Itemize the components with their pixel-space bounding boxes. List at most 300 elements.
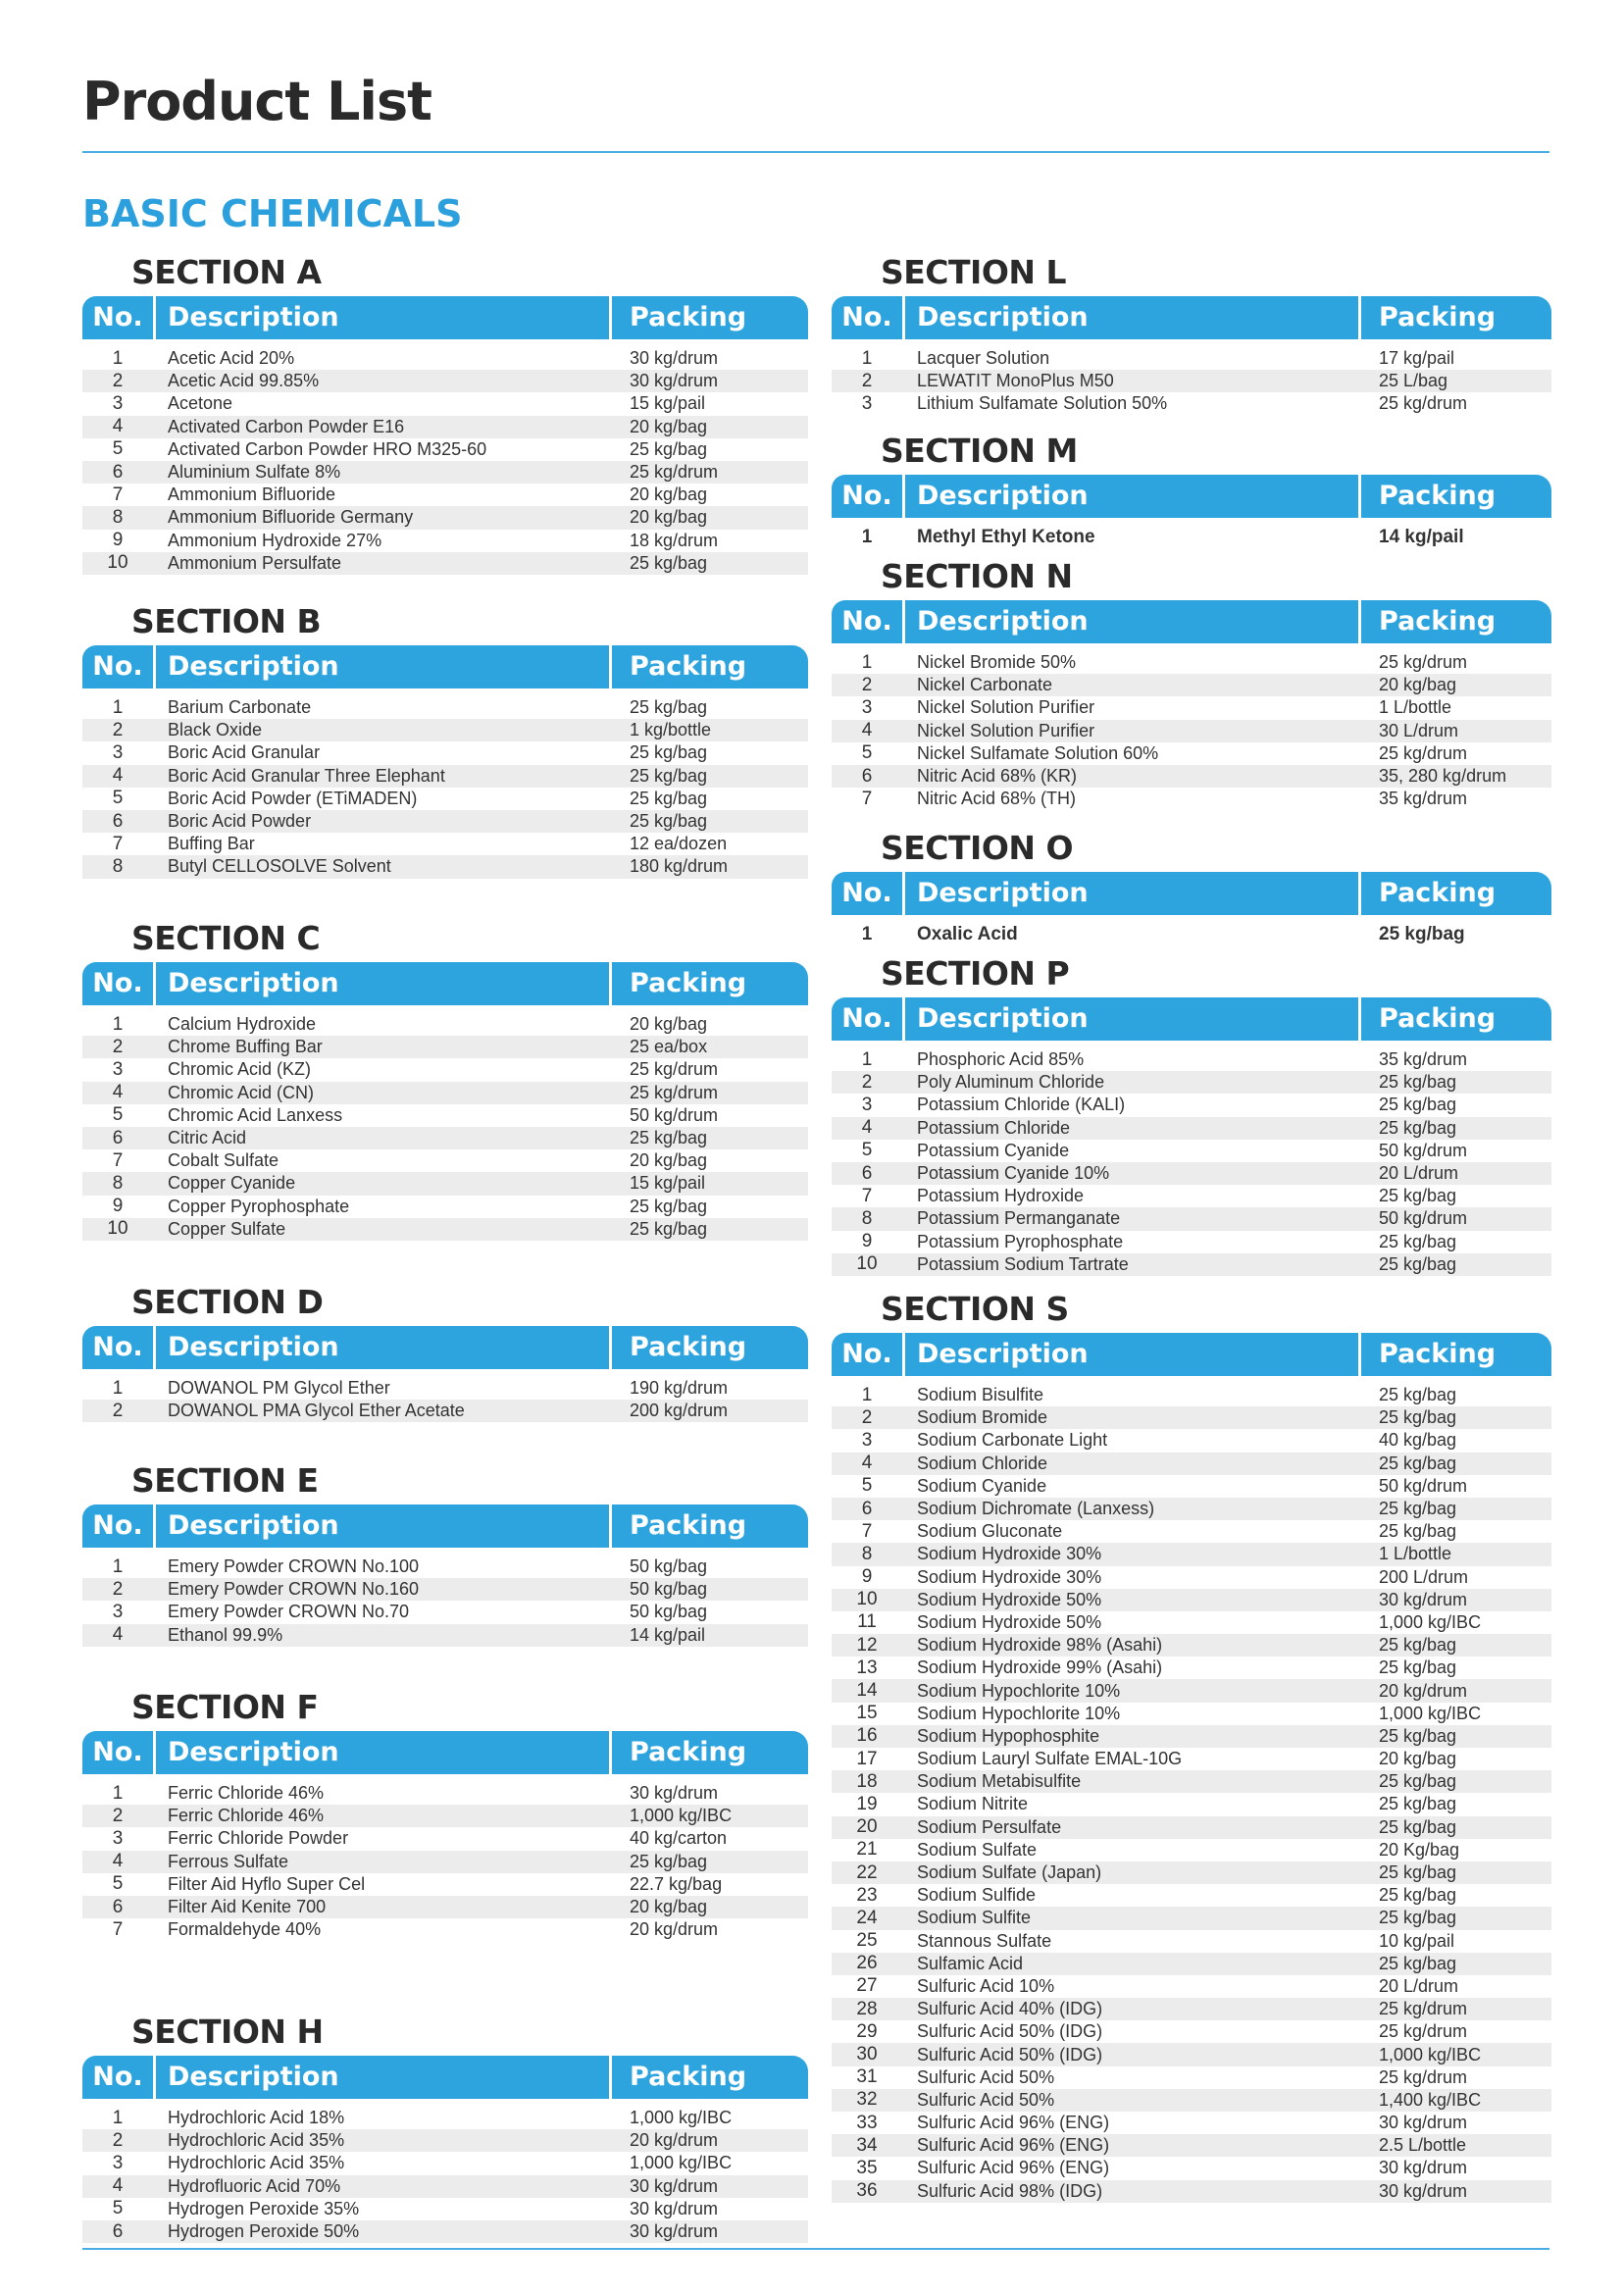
product-packing: 40 kg/carton: [630, 1828, 728, 1849]
product-packing: 30 kg/drum: [1379, 2180, 1468, 2201]
row-number: 17: [856, 1748, 878, 1769]
row-number: 3: [112, 392, 124, 414]
table-row: [82, 506, 808, 529]
table-row: [82, 810, 808, 833]
product-description: Hydrochloric Acid 35%: [168, 2153, 345, 2173]
row-number: 18: [856, 1770, 878, 1792]
table-row: [832, 923, 1551, 945]
product-description: Aluminium Sulfate 8%: [168, 462, 341, 483]
product-packing: 25 kg/bag: [1379, 1794, 1457, 1814]
table-row: [82, 1601, 808, 1623]
table-row: [82, 1149, 808, 1172]
header-packing: Packing: [612, 1731, 808, 1774]
header-no: No.: [832, 475, 902, 518]
product-description: Sodium Sulfide: [917, 1885, 1037, 1906]
product-description: Sulfuric Acid 40% (IDG): [917, 1999, 1103, 2019]
product-packing: 22.7 kg/bag: [630, 1873, 723, 1894]
header-description: Description: [905, 872, 1358, 915]
table-row: [82, 1172, 808, 1195]
product-packing: 1 L/bottle: [1379, 1544, 1452, 1564]
row-number: 5: [112, 1104, 124, 1126]
product-description: Lithium Sulfamate Solution 50%: [917, 393, 1168, 414]
product-description: Sodium Sulfite: [917, 1908, 1032, 1928]
table-row: [832, 1453, 1551, 1475]
product-packing: 50 kg/drum: [1379, 1208, 1468, 1229]
header-no: No.: [82, 1326, 153, 1369]
product-packing: 25 kg/drum: [1379, 742, 1468, 763]
table-row: [832, 1406, 1551, 1429]
section-o: [832, 827, 1551, 945]
product-description: Sulfuric Acid 50%: [917, 2066, 1055, 2087]
header-description: Description: [156, 1731, 609, 1774]
row-number: 4: [112, 1624, 124, 1646]
row-number: 2: [112, 1036, 124, 1057]
section-p: [832, 952, 1551, 1276]
product-packing: 25 kg/bag: [1379, 1407, 1457, 1428]
header-no: No.: [832, 600, 902, 643]
product-description: Nickel Carbonate: [917, 675, 1053, 695]
table-row: [82, 788, 808, 810]
product-description: Black Oxide: [168, 720, 263, 740]
product-packing: 25 kg/bag: [630, 552, 708, 573]
header-no: No.: [82, 2056, 153, 2099]
product-description: Sodium Hydroxide 50%: [917, 1611, 1102, 1632]
row-number: 1: [861, 347, 873, 369]
table-body: [832, 1384, 1551, 2203]
row-number: 9: [112, 1196, 124, 1217]
table-row: [82, 392, 808, 415]
product-description: Copper Pyrophosphate: [168, 1196, 350, 1216]
product-description: Activated Carbon Powder HRO M325-60: [168, 438, 487, 459]
product-packing: 50 kg/bag: [630, 1579, 708, 1600]
header-no: No.: [832, 997, 902, 1041]
row-number: 7: [112, 833, 124, 854]
table-row: [832, 1657, 1551, 1679]
row-number: 13: [856, 1657, 878, 1678]
table-row: [82, 1127, 808, 1149]
product-description: Ammonium Hydroxide 27%: [168, 530, 382, 550]
product-description: Activated Carbon Powder E16: [168, 416, 405, 436]
product-packing: 25 ea/box: [630, 1037, 708, 1057]
product-packing: 1,000 kg/IBC: [630, 1806, 733, 1826]
table-row: [82, 696, 808, 719]
product-description: Sodium Metabisulfite: [917, 1771, 1082, 1792]
header-description: Description: [905, 600, 1358, 643]
row-number: 8: [112, 1172, 124, 1194]
product-packing: 20 kg/bag: [630, 484, 708, 505]
product-description: Filter Aid Kenite 700: [168, 1897, 327, 1917]
product-description: Sodium Hypochlorite 10%: [917, 1680, 1121, 1701]
table-header: [832, 475, 1551, 518]
table-row: [82, 1036, 808, 1058]
product-description: Sodium Cyanide: [917, 1475, 1047, 1496]
product-packing: 25 kg/bag: [630, 1128, 708, 1148]
table-row: [82, 1196, 808, 1218]
table-row: [82, 2220, 808, 2243]
product-description: Sodium Sulfate: [917, 1839, 1038, 1860]
product-packing: 25 kg/bag: [1379, 1499, 1457, 1519]
table-row: [832, 1589, 1551, 1611]
row-number: 8: [112, 506, 124, 528]
product-packing: 30 kg/drum: [630, 2221, 719, 2242]
product-packing: 25 kg/bag: [630, 438, 708, 459]
row-number: 5: [112, 438, 124, 460]
table-row: [832, 1998, 1551, 2020]
row-number: 20: [856, 1816, 878, 1838]
product-description: Sulfuric Acid 96% (ENG): [917, 2113, 1110, 2133]
row-number: 1: [112, 2107, 124, 2128]
product-packing: 40 kg/bag: [1379, 1430, 1457, 1451]
product-packing: 50 kg/drum: [630, 1104, 719, 1125]
table-row: [832, 2066, 1551, 2089]
section-title: SECTION D: [131, 1283, 324, 1321]
product-packing: 30 kg/drum: [630, 348, 719, 369]
table-body: [832, 347, 1551, 416]
product-description: Buffing Bar: [168, 834, 255, 854]
product-description: Sulfuric Acid 10%: [917, 1975, 1055, 1996]
product-packing: 30 kg/drum: [630, 2198, 719, 2218]
product-packing: 1,000 kg/IBC: [1379, 1703, 1482, 1723]
table-row: [82, 855, 808, 878]
product-description: Sodium Hydroxide 99% (Asahi): [917, 1657, 1163, 1678]
table-row: [82, 1782, 808, 1805]
product-packing: 190 kg/drum: [630, 1378, 729, 1399]
product-packing: 180 kg/drum: [630, 856, 729, 877]
product-packing: 20 kg/bag: [630, 1014, 708, 1035]
row-number: 2: [861, 674, 873, 695]
table-row: [832, 696, 1551, 719]
row-number: 3: [112, 1601, 124, 1622]
product-description: Potassium Chloride: [917, 1117, 1071, 1138]
product-packing: 25 kg/bag: [630, 742, 708, 763]
table-row: [832, 1117, 1551, 1140]
table-row: [82, 765, 808, 788]
row-number: 2: [112, 1578, 124, 1600]
product-packing: 200 kg/drum: [630, 1401, 729, 1421]
table-row: [832, 1907, 1551, 1929]
product-description: Sodium Bromide: [917, 1407, 1048, 1428]
product-packing: 25 kg/bag: [1379, 1771, 1457, 1792]
table-row: [832, 1748, 1551, 1770]
section-b: [82, 600, 808, 879]
row-number: 2: [112, 719, 124, 740]
product-description: Sodium Persulfate: [917, 1816, 1062, 1837]
header-packing: Packing: [612, 962, 808, 1005]
product-packing: 50 kg/bag: [630, 1602, 708, 1622]
row-number: 3: [112, 1827, 124, 1849]
product-description: Sulfuric Acid 50% (IDG): [917, 2021, 1103, 2042]
product-packing: 25 kg/bag: [1379, 1725, 1457, 1746]
product-description: Hydrogen Peroxide 35%: [168, 2198, 360, 2218]
row-number: 28: [856, 1998, 878, 2019]
product-description: Citric Acid: [168, 1128, 247, 1148]
row-number: 3: [861, 1094, 873, 1115]
row-number: 7: [861, 1520, 873, 1542]
header-packing: Packing: [612, 1504, 808, 1548]
product-description: Sodium Hydroxide 30%: [917, 1566, 1102, 1587]
row-number: 32: [856, 2089, 878, 2111]
product-description: Potassium Permanganate: [917, 1208, 1121, 1229]
row-number: 1: [861, 651, 873, 673]
table-row: [82, 438, 808, 461]
product-description: Potassium Cyanide 10%: [917, 1163, 1110, 1184]
product-description: Potassium Hydroxide: [917, 1186, 1085, 1206]
table-body: [82, 696, 808, 879]
section-title: SECTION C: [131, 919, 321, 957]
table-row: [832, 2020, 1551, 2043]
table-row: [82, 347, 808, 370]
row-number: 31: [856, 2066, 878, 2088]
table-header: [82, 1326, 808, 1369]
product-packing: 25 kg/bag: [1379, 1072, 1457, 1093]
product-description: Acetic Acid 20%: [168, 348, 295, 369]
table-row: [82, 1013, 808, 1036]
product-description: Potassium Cyanide: [917, 1140, 1070, 1160]
row-number: 23: [856, 1884, 878, 1906]
product-packing: 25 kg/bag: [1379, 1816, 1457, 1837]
row-number: 27: [856, 1975, 878, 1997]
row-number: 11: [857, 1611, 877, 1633]
product-description: Sodium Nitrite: [917, 1794, 1029, 1814]
table-row: [832, 1498, 1551, 1520]
row-number: 14: [856, 1680, 878, 1702]
row-number: 1: [112, 696, 124, 718]
product-description: Sodium Hypophosphite: [917, 1725, 1100, 1746]
row-number: 34: [856, 2134, 878, 2156]
product-description: Ammonium Bifluoride: [168, 484, 336, 505]
product-description: Cobalt Sulfate: [168, 1150, 279, 1171]
header-packing: Packing: [612, 296, 808, 339]
product-description: Ethanol 99.9%: [168, 1624, 283, 1645]
row-number: 6: [861, 1498, 873, 1519]
row-number: 2: [112, 370, 124, 391]
product-packing: 25 kg/drum: [1379, 1999, 1468, 2019]
row-number: 3: [112, 741, 124, 763]
table-row: [82, 2107, 808, 2129]
page-title: Product List: [82, 71, 431, 132]
product-description: Sulfuric Acid 98% (IDG): [917, 2180, 1103, 2201]
product-description: Poly Aluminum Chloride: [917, 1072, 1105, 1093]
table-row: [82, 1624, 808, 1647]
product-packing: 25 kg/bag: [1379, 1635, 1457, 1656]
row-number: 6: [112, 1896, 124, 1917]
table-row: [82, 1377, 808, 1400]
row-number: 4: [861, 720, 873, 741]
table-row: [832, 1793, 1551, 1815]
row-number: 19: [856, 1793, 878, 1814]
table-row: [832, 1861, 1551, 1884]
product-description: Chromic Acid (CN): [168, 1082, 315, 1102]
row-number: 1: [861, 1048, 873, 1070]
table-row: [832, 1816, 1551, 1839]
table-header: [82, 2056, 808, 2099]
table-row: [82, 1851, 808, 1873]
product-description: Chromic Acid (KZ): [168, 1059, 312, 1080]
product-packing: 200 L/drum: [1379, 1566, 1469, 1587]
product-description: Lacquer Solution: [917, 348, 1050, 369]
table-row: [82, 1555, 808, 1578]
section-d: [82, 1281, 808, 1422]
row-number: 7: [112, 1149, 124, 1171]
header-packing: Packing: [1361, 475, 1551, 518]
header-description: Description: [156, 962, 609, 1005]
header-description: Description: [905, 475, 1358, 518]
product-description: Ammonium Bifluoride Germany: [168, 507, 414, 528]
header-description: Description: [156, 296, 609, 339]
table-row: [832, 1634, 1551, 1657]
table-row: [82, 1918, 808, 1941]
table-body: [832, 651, 1551, 810]
product-description: Potassium Sodium Tartrate: [917, 1253, 1129, 1274]
row-number: 4: [112, 765, 124, 787]
table-row: [832, 1703, 1551, 1725]
header-no: No.: [82, 1504, 153, 1548]
product-description: Sodium Bisulfite: [917, 1385, 1044, 1405]
section-title: SECTION A: [131, 253, 322, 291]
product-packing: 30 kg/drum: [1379, 1589, 1468, 1609]
product-description: Sodium Gluconate: [917, 1521, 1063, 1542]
product-packing: 30 kg/drum: [630, 371, 719, 391]
table-body: [82, 2107, 808, 2243]
row-number: 21: [856, 1839, 878, 1861]
header-description: Description: [156, 1504, 609, 1548]
table-header: [832, 600, 1551, 643]
product-packing: 25 kg/drum: [1379, 2066, 1468, 2087]
table-header: [82, 1504, 808, 1548]
table-row: [832, 674, 1551, 696]
section-title: SECTION P: [881, 954, 1070, 993]
table-row: [82, 1827, 808, 1850]
row-number: 33: [856, 2112, 878, 2133]
product-packing: 25 kg/drum: [1379, 393, 1468, 414]
product-description: Formaldehyde 40%: [168, 1919, 322, 1940]
row-number: 7: [112, 1918, 124, 1940]
product-description: Sulfuric Acid 96% (ENG): [917, 2135, 1110, 2156]
product-description: Methyl Ethyl Ketone: [917, 526, 1095, 547]
product-packing: 30 kg/drum: [630, 1783, 719, 1804]
footer-divider: [82, 2248, 1549, 2250]
product-description: Sodium Sulfate (Japan): [917, 1862, 1102, 1883]
product-description: Sulfuric Acid 50% (IDG): [917, 2044, 1103, 2065]
table-row: [82, 2198, 808, 2220]
header-packing: Packing: [612, 645, 808, 688]
table-row: [832, 1185, 1551, 1207]
section-title: SECTION N: [881, 557, 1073, 595]
table-row: [832, 1231, 1551, 1253]
table-row: [82, 1058, 808, 1081]
product-packing: 20 kg/drum: [630, 2130, 719, 2151]
row-number: 6: [112, 2220, 124, 2242]
row-number: 2: [861, 1071, 873, 1093]
row-number: 3: [112, 2152, 124, 2173]
table-row: [82, 2129, 808, 2152]
row-number: 1: [112, 1555, 124, 1577]
product-packing: 25 kg/bag: [630, 811, 708, 832]
header-no: No.: [832, 296, 902, 339]
table-row: [832, 1162, 1551, 1185]
row-number: 7: [861, 788, 873, 809]
row-number: 4: [112, 416, 124, 437]
product-description: Sodium Lauryl Sulfate EMAL-10G: [917, 1749, 1183, 1769]
row-number: 1: [861, 923, 873, 944]
table-row: [82, 2175, 808, 2198]
table-row: [832, 1679, 1551, 1702]
table-header: [82, 1731, 808, 1774]
product-packing: 50 kg/drum: [1379, 1140, 1468, 1160]
table-row: [82, 461, 808, 484]
product-packing: 25 kg/bag: [630, 1851, 708, 1871]
section-c: [82, 917, 808, 1241]
product-description: DOWANOL PM Glycol Ether: [168, 1378, 390, 1399]
product-description: Ferric Chloride 46%: [168, 1783, 325, 1804]
row-number: 3: [861, 392, 873, 414]
product-packing: 25 kg/bag: [1379, 1231, 1457, 1251]
product-description: Calcium Hydroxide: [168, 1014, 317, 1035]
product-description: Butyl CELLOSOLVE Solvent: [168, 856, 391, 877]
table-row: [832, 1611, 1551, 1634]
product-packing: 25 kg/bag: [630, 1196, 708, 1216]
table-row: [82, 1082, 808, 1104]
table-row: [832, 1543, 1551, 1565]
product-packing: 1,000 kg/IBC: [1379, 2044, 1482, 2065]
table-row: [832, 1475, 1551, 1498]
table-row: [82, 1873, 808, 1896]
product-packing: 20 kg/drum: [630, 1919, 719, 1940]
table-row: [82, 530, 808, 552]
product-packing: 2.5 L/bottle: [1379, 2135, 1467, 2156]
product-packing: 25 kg/bag: [630, 765, 708, 786]
product-description: Emery Powder CROWN No.160: [168, 1579, 420, 1600]
table-row: [832, 1566, 1551, 1589]
table-row: [832, 2043, 1551, 2065]
table-body: [82, 1782, 808, 1941]
product-packing: 25 kg/bag: [1379, 923, 1465, 944]
table-row: [82, 370, 808, 392]
product-packing: 30 kg/drum: [1379, 2158, 1468, 2178]
product-description: Nitric Acid 68% (KR): [917, 766, 1078, 787]
product-packing: 10 kg/pail: [1379, 1930, 1455, 1951]
table-body: [82, 1555, 808, 1647]
product-description: Nickel Bromide 50%: [917, 652, 1077, 673]
row-number: 15: [856, 1703, 878, 1724]
product-packing: 1,000 kg/IBC: [630, 2153, 733, 2173]
product-description: Emery Powder CROWN No.70: [168, 1602, 410, 1622]
header-packing: Packing: [612, 2056, 808, 2099]
product-packing: 25 kg/bag: [1379, 1521, 1457, 1542]
section-title: SECTION M: [881, 432, 1078, 470]
product-packing: 25 kg/bag: [630, 697, 708, 718]
product-description: Nickel Sulfamate Solution 60%: [917, 742, 1159, 763]
product-packing: 20 kg/bag: [1379, 675, 1457, 695]
table-header: [82, 645, 808, 688]
header-packing: Packing: [1361, 600, 1551, 643]
table-header: [832, 296, 1551, 339]
product-description: Sulfamic Acid: [917, 1953, 1024, 1973]
header-description: Description: [905, 1333, 1358, 1376]
table-row: [832, 2180, 1551, 2203]
product-packing: 25 kg/drum: [1379, 652, 1468, 673]
table-row: [82, 1218, 808, 1241]
table-row: [832, 720, 1551, 742]
table-row: [82, 484, 808, 506]
product-packing: 25 kg/bag: [1379, 1908, 1457, 1928]
row-number: 8: [112, 855, 124, 877]
table-row: [832, 1071, 1551, 1094]
product-packing: 1 kg/bottle: [630, 720, 712, 740]
row-number: 3: [112, 1058, 124, 1080]
product-description: Boric Acid Powder: [168, 811, 312, 832]
row-number: 8: [861, 1543, 873, 1564]
